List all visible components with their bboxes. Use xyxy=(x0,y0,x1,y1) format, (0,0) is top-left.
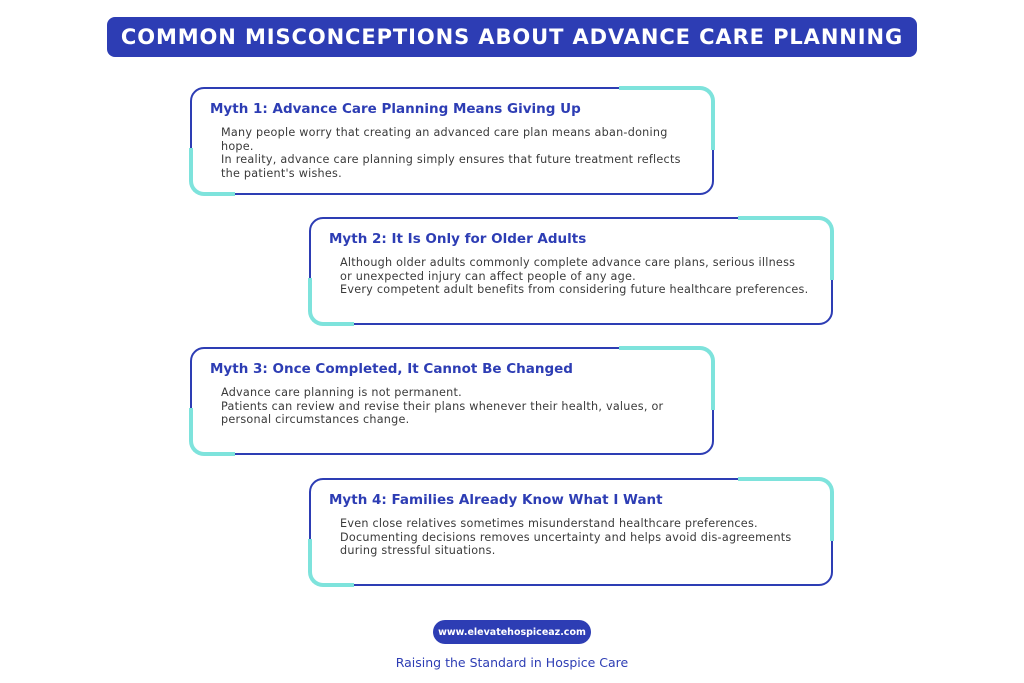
myth-body xyxy=(340,256,810,297)
myth-heading: Myth 4: Families Already Know What I Want xyxy=(329,492,663,508)
page-title: COMMON MISCONCEPTIONS ABOUT ADVANCE CARE PLANNING xyxy=(120,25,904,49)
myth-paragraph: Although older adults commonly complete advance care plans, serious illness or unexpected injury can affect people of any age. xyxy=(340,256,796,283)
myth-paragraph: Every competent adult benefits from considering future healthcare preferences. xyxy=(340,283,809,297)
tagline: Raising the Standard in Hospice Care xyxy=(395,655,629,670)
myth-card-4 xyxy=(309,478,833,586)
myth-paragraph: Even close relatives sometimes misunderstand healthcare preferences. xyxy=(340,517,758,530)
myth-body xyxy=(340,517,810,558)
myth-card-3 xyxy=(190,347,714,455)
myth-body xyxy=(221,386,691,427)
myth-paragraph: Documenting decisions removes uncertainty and helps avoid dis-agreements during stressful situations. xyxy=(340,530,792,558)
myth-card-1 xyxy=(190,87,714,195)
myth-heading: Myth 3: Once Completed, It Cannot Be Changed xyxy=(210,361,573,377)
myth-card-2 xyxy=(309,217,833,325)
myth-paragraph: In reality, advance care planning simply ensures that future treatment reflects the patient's wishes. xyxy=(221,153,681,180)
myth-paragraph: Patients can review and revise their plans whenever their health, values, or personal circumstances change. xyxy=(221,399,664,427)
myth-paragraph: Many people worry that creating an advanced care plan means aban-doning hope. xyxy=(221,126,668,153)
myth-heading: Myth 2: It Is Only for Older Adults xyxy=(329,231,587,247)
website-link[interactable]: www.elevatehospiceaz.com xyxy=(433,620,591,644)
myth-paragraph: Advance care planning is not permanent. xyxy=(221,386,462,399)
myth-heading: Myth 1: Advance Care Planning Means Giving Up xyxy=(210,101,581,117)
title-banner xyxy=(107,17,917,57)
myth-body xyxy=(221,126,691,180)
